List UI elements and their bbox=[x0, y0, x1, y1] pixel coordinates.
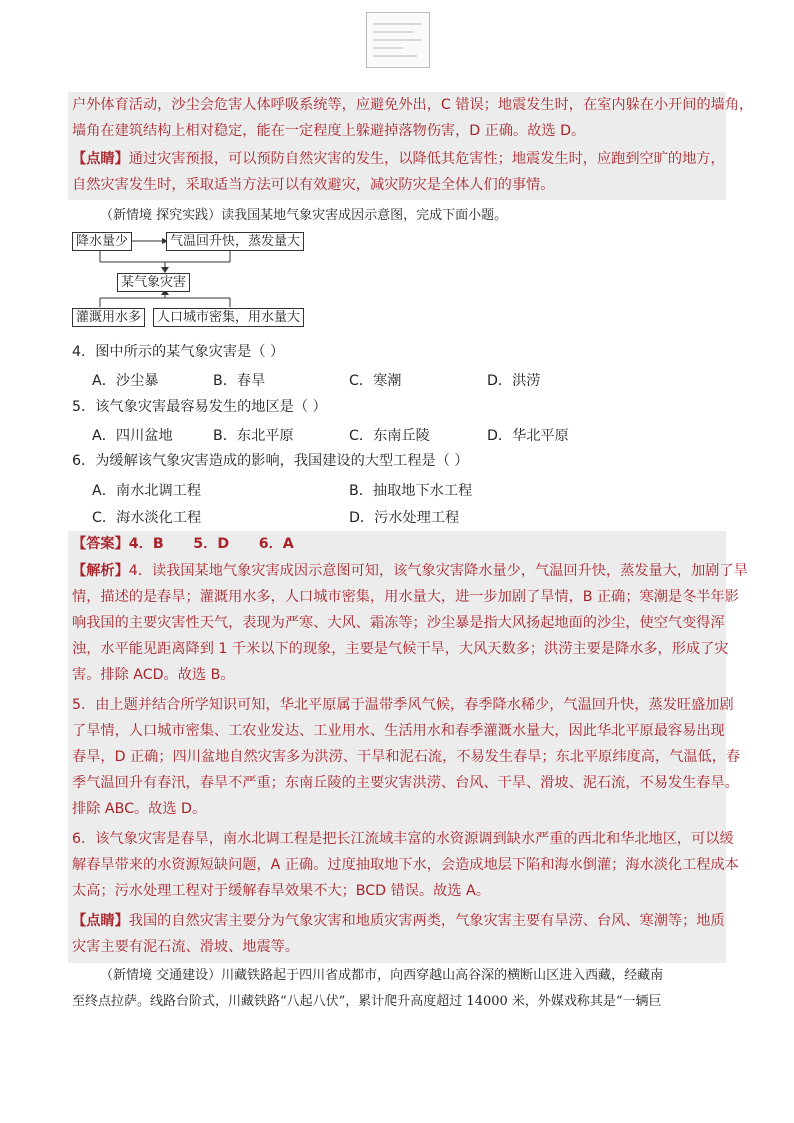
tip-text: 我国的自然灾害主要分为气象灾害和地质灾害两类，气象灾害主要有旱涝、台风、寒潮等；地质 bbox=[128, 913, 725, 929]
analysis-line: 排除 ABC。故选 D。 bbox=[72, 801, 207, 817]
analysis-tip-line: 灾害主要有泥石流、滑坡、地震等。 bbox=[72, 939, 300, 955]
option-b[interactable]: B．春旱 bbox=[213, 373, 266, 389]
option-d[interactable]: D．华北平原 bbox=[487, 428, 569, 444]
analysis-line: 解春旱带来的水资源短缺问题，A 正确。过度抽取地下水，会造成地层下陷和海水倒灌；海水淡化工程成本 bbox=[72, 857, 739, 873]
question-stem: 4．图中所示的某气象灾害是（ ） bbox=[72, 344, 285, 360]
next-intro-line: 至终点拉萨。线路台阶式，川藏铁路“八起八伏”，累计爬升高度超过 14000 米，外媒戏称其是“一辆巨 bbox=[72, 994, 662, 1009]
tip-text: 通过灾害预报，可以预防自然灾害的发生，以降低其危害性；地震发生时，应跑到空旷的地方， bbox=[128, 151, 725, 167]
tip-label: 【点睛】 bbox=[72, 151, 129, 167]
option-c[interactable]: C．寒潮 bbox=[349, 373, 402, 389]
option-d[interactable]: D．污水处理工程 bbox=[349, 510, 460, 526]
option-d[interactable]: D．洪涝 bbox=[487, 373, 541, 389]
analysis-line: 害。排除 ACD。故选 B。 bbox=[72, 667, 235, 683]
diagram-box-low-precipitation: 降水量少 bbox=[72, 232, 132, 251]
analysis-line: 季气温回升有春汛，春旱不严重；东南丘陵的主要灾害洪涝、台风、干旱、滑坡、泥石流，不易发生春旱。 bbox=[72, 775, 739, 791]
analysis-line: 6．该气象灾害是春旱，南水北调工程是把长江流域丰富的水资源调到缺水严重的西北和华北地区，可以缓 bbox=[72, 831, 734, 847]
prev-tip-line: 自然灾害发生时，采取适当方法可以有效避灾，减灾防灾是全体人们的事情。 bbox=[72, 177, 555, 193]
diagram-box-warming-evaporation: 气温回升快，蒸发量大 bbox=[166, 232, 304, 251]
analysis-line: 春旱，D 正确；四川盆地自然灾害多为洪涝、干旱和泥石流，不易发生春旱；东北平原纬度高，气温低，春 bbox=[72, 749, 741, 765]
diagram-box-population: 人口城市密集，用水量大 bbox=[153, 308, 304, 327]
option-a[interactable]: A．四川盆地 bbox=[92, 428, 173, 444]
analysis-line: 5．由上题并结合所学知识可知，华北平原属于温带季风气候，春季降水稀少，气温回升快，蒸发旺盛加剧 bbox=[72, 697, 734, 713]
question-stem: 6．为缓解该气象灾害造成的影响，我国建设的大型工程是（ ） bbox=[72, 453, 469, 469]
analysis-tip-line bbox=[72, 912, 725, 930]
analysis-line bbox=[72, 562, 748, 580]
answer-label: 【答案】 bbox=[72, 536, 129, 552]
answer-text: 4．B 5．D 6．A bbox=[128, 536, 294, 552]
question-stem: 5．该气象灾害最容易发生的地区是（ ） bbox=[72, 399, 327, 415]
option-b[interactable]: B．抽取地下水工程 bbox=[349, 483, 473, 499]
option-a[interactable]: A．沙尘暴 bbox=[92, 373, 159, 389]
analysis-line: 浊，水平能见距离降到 1 千米以下的现象，主要是气候干旱，大风天数多；洪涝主要是降水多，形成了灾 bbox=[72, 641, 729, 657]
diagram-box-irrigation: 灌溉用水多 bbox=[72, 308, 145, 327]
diagram-box-weather-disaster: 某气象灾害 bbox=[117, 273, 190, 292]
prev-explanation-line: 户外体育活动，沙尘会危害人体呼吸系统等，应避免外出，C 错误；地震发生时，在室内躲在小开间的墙角， bbox=[72, 97, 754, 113]
analysis-text: 4．读我国某地气象灾害成因示意图可知，该气象灾害降水量少，气温回升快，蒸发量大，加剧了旱 bbox=[128, 563, 748, 579]
analysis-line: 太高；污水处理工程对于缓解春旱效果不大；BCD 错误。故选 A。 bbox=[72, 883, 490, 899]
option-c[interactable]: C．东南丘陵 bbox=[349, 428, 430, 444]
answer-line bbox=[72, 535, 294, 553]
prev-explanation-line: 墙角在建筑结构上相对稳定，能在一定程度上躲避掉落物伤害，D 正确。故选 D。 bbox=[72, 123, 586, 139]
analysis-line: 了旱情，人口城市密集、工农业发达、工业用水、生活用水和春季灌溉水量大，因此华北平原最容易出现 bbox=[72, 723, 725, 739]
question-intro: （新情境 探究实践）读我国某地气象灾害成因示意图，完成下面小题。 bbox=[100, 208, 508, 223]
option-b[interactable]: B．东北平原 bbox=[213, 428, 294, 444]
analysis-label: 【解析】 bbox=[72, 563, 129, 579]
option-a[interactable]: A．南水北调工程 bbox=[92, 483, 202, 499]
tip-label: 【点睛】 bbox=[72, 913, 129, 929]
option-c[interactable]: C．海水淡化工程 bbox=[92, 510, 202, 526]
analysis-line: 情，描述的是春旱；灌溉用水多，人口城市密集，用水量大，进一步加剧了旱情，B 正确；寒潮是冬半年影 bbox=[72, 589, 739, 605]
next-intro-line: （新情境 交通建设）川藏铁路起于四川省成都市，向西穿越山高谷深的横断山区进入西藏，经藏南 bbox=[100, 968, 664, 983]
analysis-line: 响我国的主要灾害性天气，表现为严寒、大风、霜冻等；沙尘暴是指大风扬起地面的沙尘，使空气变得浑 bbox=[72, 615, 725, 631]
